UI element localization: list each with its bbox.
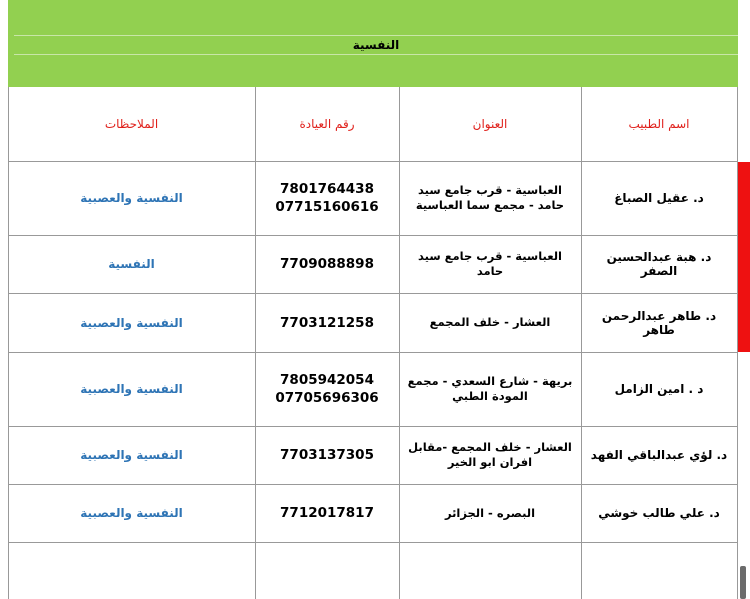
doctor-name: د . امين الزامل xyxy=(614,382,704,396)
phone-primary: 7709088898 xyxy=(280,256,374,272)
doctor-notes: النفسية والعصبية xyxy=(80,506,183,520)
doctor-address: البصره - الجزائر xyxy=(444,505,536,520)
doctor-name: د. لؤي عبدالباقي الفهد xyxy=(590,448,728,462)
phone-primary: 7805942054 xyxy=(280,372,374,388)
doctor-name: د. علي طالب خوشي xyxy=(598,506,720,520)
doctor-name: د. عقيل الصباغ xyxy=(614,191,704,205)
doctor-notes: النفسية والعصبية xyxy=(80,448,183,462)
doctor-address: العشار - خلف المجمع -مقابل افران ابو الخير xyxy=(408,440,572,469)
doctor-address: العشار - خلف المجمع xyxy=(429,315,551,329)
clinic-phone xyxy=(255,426,399,484)
clinic-phone xyxy=(255,484,399,542)
doctor-notes: النفسية والعصبية xyxy=(80,315,183,330)
phone-primary: 7801764438 xyxy=(280,181,374,197)
header-doctor-name: اسم الطبيب xyxy=(628,117,690,131)
clinic-phone xyxy=(255,352,399,426)
doctor-notes: النفسية xyxy=(108,257,155,271)
header-notes: الملاحظات xyxy=(104,117,159,131)
section-banner xyxy=(8,0,738,87)
doctor-address: العباسية - قرب جامع سيد حامد xyxy=(418,249,562,278)
doctor-address: العباسية - قرب جامع سيد حامد - مجمع سما العباسية xyxy=(415,183,565,212)
clinic-phone xyxy=(255,161,399,235)
clinic-phone xyxy=(255,293,399,352)
header-address: العنوان xyxy=(472,117,508,131)
phone-primary: 7712017817 xyxy=(280,505,374,521)
phone-primary: 7703137305 xyxy=(280,447,374,463)
scrollbar-thumb[interactable] xyxy=(740,566,746,599)
side-marker xyxy=(738,162,750,352)
clinic-phone xyxy=(255,235,399,293)
doctor-address: بريهة - شارع السعدي - مجمع المودة الطبي xyxy=(407,374,573,403)
doctor-name: د. طاهر عبدالرحمن طاهر xyxy=(601,308,717,337)
phone-secondary: 07715160616 xyxy=(275,199,379,215)
phone-secondary: 07705696306 xyxy=(275,390,379,406)
section-title: النفسية xyxy=(14,35,738,55)
doctor-name: د. هبة عبدالحسين الصفر xyxy=(606,250,712,278)
header-clinic-phone: رقم العيادة xyxy=(299,117,355,131)
phone-primary: 7703121258 xyxy=(280,314,374,331)
doctors-table xyxy=(8,87,738,599)
doctor-notes: النفسية والعصبية xyxy=(80,191,183,205)
doctor-notes: النفسية والعصبية xyxy=(80,382,183,396)
